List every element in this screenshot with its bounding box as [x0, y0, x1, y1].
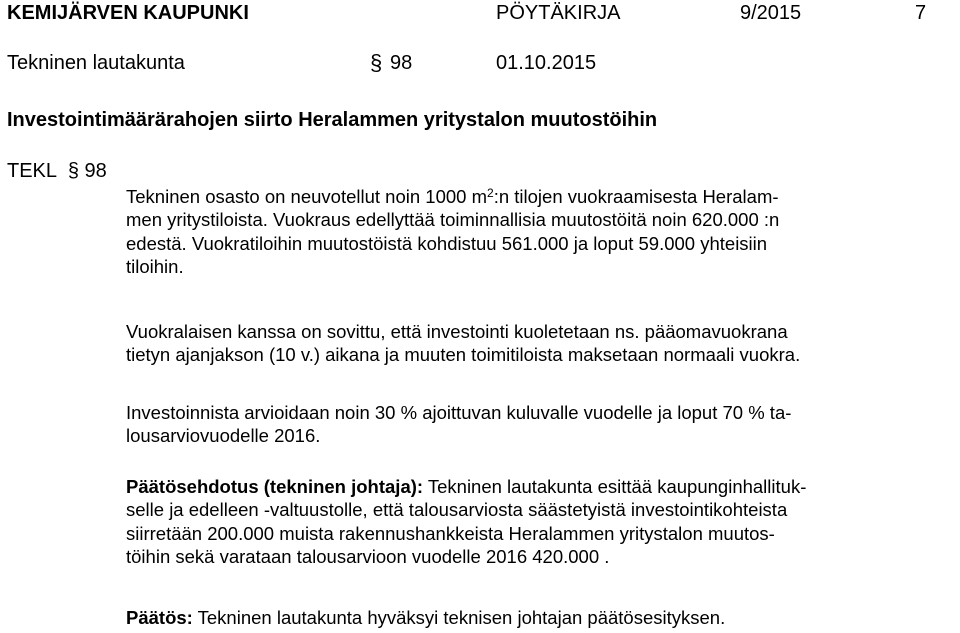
- paragraph-line: töihin sekä varataan talousarvioon vuodelle 2016 420.000 .: [126, 546, 610, 568]
- section-number: 98: [390, 52, 413, 74]
- paragraph-line: siirretään 200.000 muista rakennushankkeista Heralammen yritystalon muutos-: [126, 522, 775, 544]
- page-title: Investointimäärärahojen siirto Heralammen yritystalon muutostöihin: [7, 109, 658, 131]
- paragraph-line: tietyn ajanjakson (10 v.) aikana ja muuten toimitiloista maksetaan normaali vuokra.: [126, 344, 801, 366]
- paragraph-line: Päätösehdotus (tekninen johtaja): Tekninen lautakunta esittää kaupunginhallituk-: [126, 476, 807, 497]
- paragraph-investment: [126, 401, 926, 448]
- proposal-label: Päätösehdotus (tekninen johtaja):: [126, 476, 424, 497]
- paragraph-lease: [126, 182, 926, 279]
- decision-label: Päätös:: [126, 607, 193, 628]
- paragraph-line: tiloihin.: [126, 256, 184, 278]
- paragraph-line: Tekninen osasto on neuvotellut noin 1000 $m^2:n$ tilojen vuokraamisesta Heralam-: [126, 186, 779, 207]
- paragraph-line: selle ja edelleen -valtuustolle, että talousarviosta säästetyistä investointikohteista: [126, 499, 788, 521]
- reference-label: [7, 160, 107, 183]
- paragraph-line: lousarviovuodelle 2016.: [126, 425, 321, 447]
- meeting-date: 01.10.2015: [496, 52, 597, 74]
- paragraph-line: men yritystiloista. Vuokraus edellyttää toiminnallisia muutostöitä noin 620.000 :n: [126, 209, 780, 231]
- section-sign: §: [370, 50, 383, 75]
- committee-name: Tekninen lautakunta: [7, 52, 185, 74]
- paragraph-decision: [126, 606, 926, 629]
- page-number: 7: [915, 2, 927, 24]
- paragraph-line: Vuokralaisen kanssa on sovittu, että investointi kuoletetaan ns. pääomavuokrana: [126, 321, 788, 342]
- reference-number: 98: [84, 160, 107, 182]
- reference-section-sign: §: [67, 160, 79, 182]
- reference-tekl: TEKL: [7, 160, 57, 182]
- organization-name: KEMIJÄRVEN KAUPUNKI: [7, 2, 249, 24]
- document-type: PÖYTÄKIRJA: [496, 2, 621, 24]
- paragraph-line: edestä. Vuokratiloihin muutostöistä kohdistuu 561.000 ja loput 59.000 yhteisiin: [126, 232, 768, 254]
- paragraph-line: Päätös: Tekninen lautakunta hyväksyi teknisen johtajan päätösesityksen.: [126, 607, 726, 628]
- paragraph-line: Investoinnista arvioidaan noin 30 % ajoittuvan kuluvalle vuodelle ja loput 70 % ta-: [126, 402, 792, 423]
- paragraph-tenant: [126, 320, 926, 367]
- paragraph-proposal: [126, 475, 926, 569]
- document-number: 9/2015: [740, 2, 802, 24]
